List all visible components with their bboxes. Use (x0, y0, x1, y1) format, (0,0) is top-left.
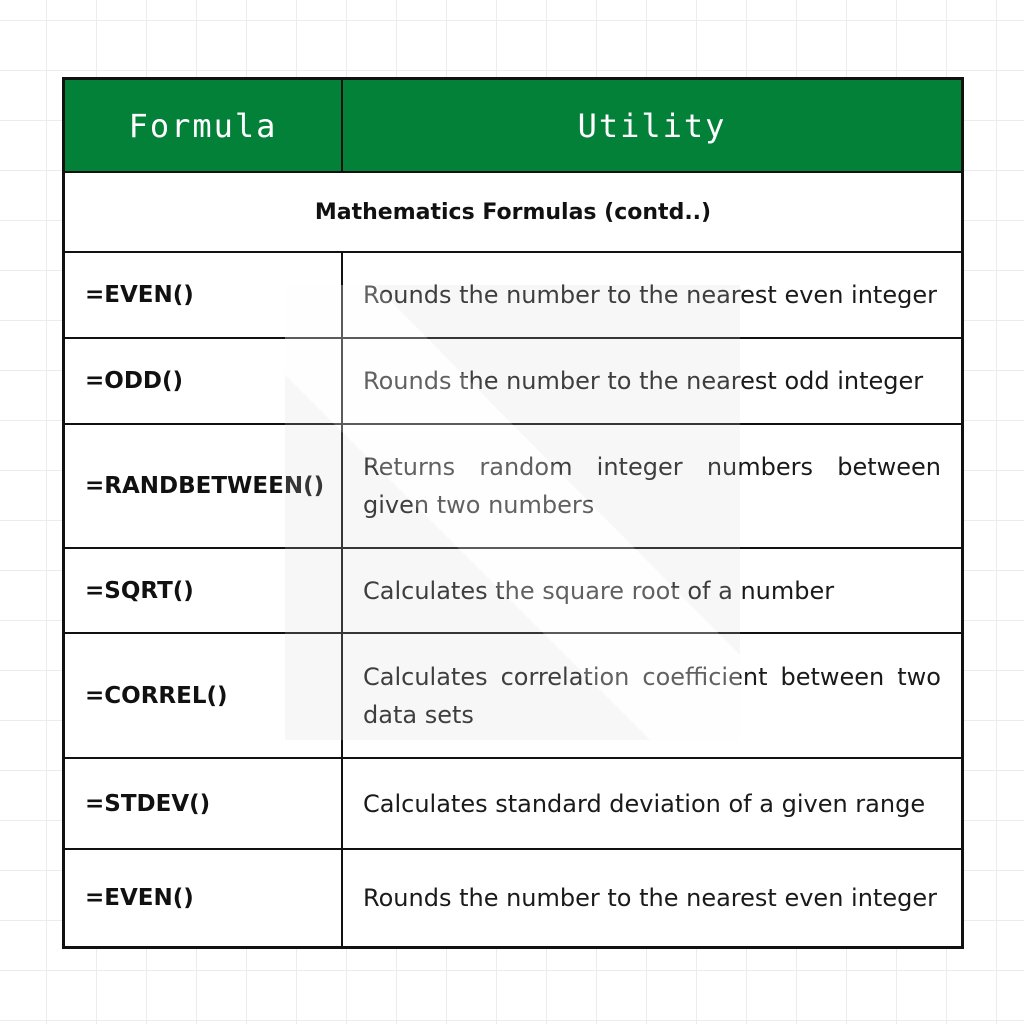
table-row (65, 757, 961, 848)
formula-cell: =SQRT() (65, 549, 343, 632)
table-row (65, 547, 961, 632)
table-row (65, 632, 961, 757)
utility-cell: Rounds the number to the nearest odd integer (363, 367, 924, 395)
table-row (65, 848, 961, 946)
formula-cell: =EVEN() (65, 850, 343, 946)
header-utility: Utility (577, 106, 727, 145)
formula-cell: =RANDBETWEEN() (65, 425, 343, 547)
formula-cell: =ODD() (65, 339, 343, 423)
formula-cell: =EVEN() (65, 253, 343, 337)
utility-cell: Calculates correlation coefficient between two data sets (363, 662, 941, 729)
table-row (65, 423, 961, 547)
utility-cell: Rounds the number to the nearest even integer (363, 281, 937, 309)
utility-cell: Returns random integer numbers between given two numbers (363, 453, 941, 519)
table-row (65, 337, 961, 423)
header-formula: Formula (65, 80, 343, 171)
table-header-row (65, 80, 961, 171)
utility-cell: Calculates the square root of a number (363, 576, 835, 605)
section-row (65, 171, 961, 251)
formula-cell: =CORREL() (65, 634, 343, 757)
table-row (65, 251, 961, 337)
formula-cell: =STDEV() (65, 759, 343, 848)
section-title: Mathematics Formulas (contd..) (314, 199, 712, 225)
utility-cell: Calculates standard deviation of a given range (363, 789, 926, 818)
formula-table (62, 77, 964, 949)
utility-cell: Rounds the number to the nearest even integer (363, 884, 937, 912)
